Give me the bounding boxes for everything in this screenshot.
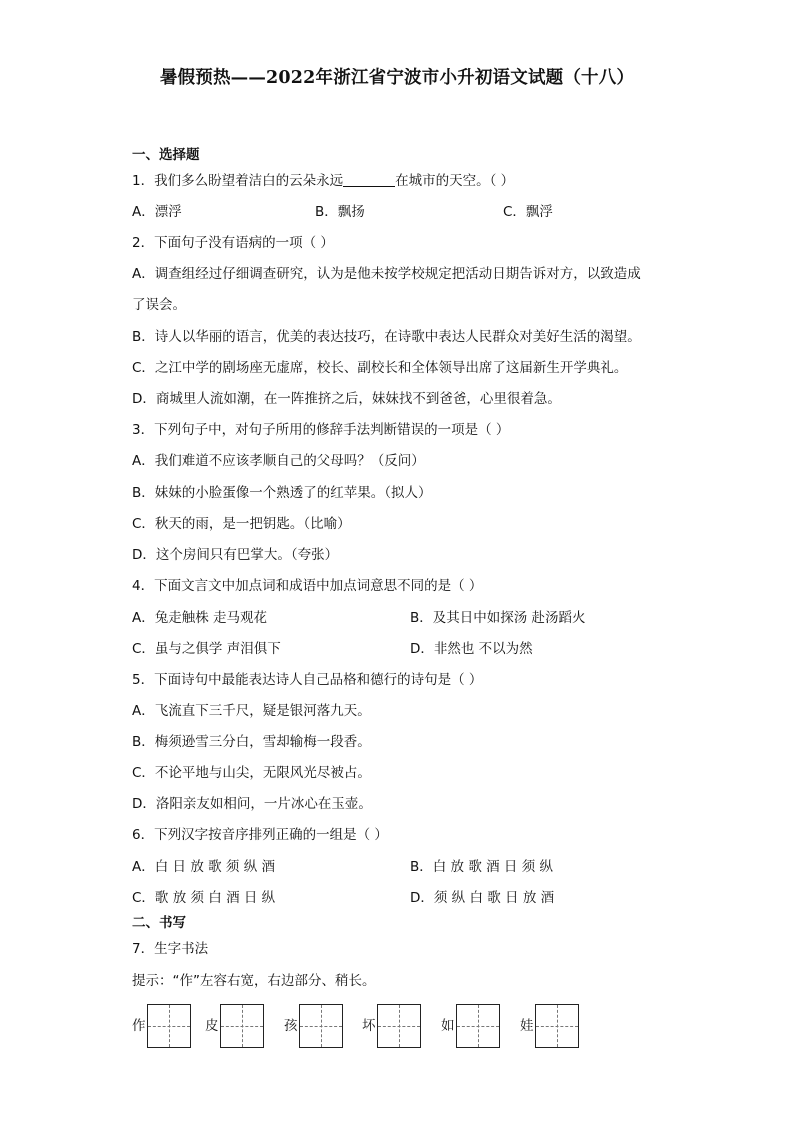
q1-stem-after: 在城市的天空。（ ）	[395, 173, 515, 189]
q1-answer-blank[interactable]	[343, 172, 395, 187]
q2-option-c[interactable]: C．之江中学的剧场座无虚席，校长、副校长和全体领导出席了这届新生开学典礼。	[132, 360, 628, 376]
question-3-stem: 3．下列句子中，对句子所用的修辞手法判断错误的一项是（ ）	[132, 422, 510, 438]
tianzi-box[interactable]	[147, 1004, 191, 1048]
q4-option-c[interactable]: C．虽与之俱学 声泪俱下	[132, 641, 281, 657]
q3-option-a[interactable]: A．我们难道不应该孝顺自己的父母吗？（反问）	[132, 453, 425, 469]
tianzi-box[interactable]	[456, 1004, 500, 1048]
q1-option-c[interactable]: C．飘浮	[503, 204, 553, 220]
q3-option-b[interactable]: B．妹妹的小脸蛋像一个熟透了的红苹果。（拟人）	[132, 485, 432, 501]
question-6-stem: 6．下列汉字按音序排列正确的一组是（ ）	[132, 827, 388, 843]
q1-option-a[interactable]: A．漂浮	[132, 204, 182, 220]
q1-stem-before: 1．我们多么盼望着洁白的云朵永远	[132, 173, 344, 189]
q2-option-b[interactable]: B．诗人以华丽的语言，优美的表达技巧，在诗歌中表达人民群众对美好生活的渴望。	[132, 329, 641, 345]
tianzi-box[interactable]	[535, 1004, 579, 1048]
q5-option-a[interactable]: A．飞流直下三千尺，疑是银河落九天。	[132, 703, 371, 719]
grid-char: 作	[132, 1018, 146, 1034]
page-title: 暑假预热——2022年浙江省宁波市小升初语文试题（十八）	[159, 68, 635, 88]
q3-option-c[interactable]: C．秋天的雨，是一把钥匙。（比喻）	[132, 516, 351, 532]
grid-char: 孩	[284, 1018, 298, 1034]
q2-option-a-line1[interactable]: A．调查组经过仔细调查研究，认为是他未按学校规定把活动日期告诉对方，以致造成	[132, 266, 641, 282]
q4-option-a[interactable]: A．兔走触株 走马观花	[132, 610, 268, 626]
question-5-stem: 5．下面诗句中最能表达诗人自己品格和德行的诗句是（ ）	[132, 672, 483, 688]
q5-option-b[interactable]: B．梅须逊雪三分白，雪却输梅一段香。	[132, 734, 371, 750]
grid-char: 娃	[520, 1018, 534, 1034]
q5-option-d[interactable]: D．洛阳亲友如相问，一片冰心在玉壶。	[132, 796, 372, 812]
tianzi-box[interactable]	[377, 1004, 421, 1048]
q2-option-d[interactable]: D．商城里人流如潮，在一阵推挤之后，妹妹找不到爸爸，心里很着急。	[132, 391, 561, 407]
q5-option-c[interactable]: C．不论平地与山尖，无限风光尽被占。	[132, 765, 371, 781]
tianzi-box[interactable]	[220, 1004, 264, 1048]
q6-option-a[interactable]: A．白 日 放 歌 须 纵 酒	[132, 859, 275, 875]
question-1-stem	[132, 172, 514, 190]
question-2-stem: 2．下面句子没有语病的一项（ ）	[132, 235, 334, 251]
q1-option-b[interactable]: B．飘扬	[315, 204, 365, 220]
section-heading-writing: 二、书写	[132, 915, 186, 931]
grid-char: 如	[441, 1018, 455, 1034]
q7-hint: 提示：“作”左容右宽，右边部分、稍长。	[132, 973, 376, 989]
q2-option-a-line2[interactable]: 了误会。	[132, 297, 186, 313]
q3-option-d[interactable]: D．这个房间只有巴掌大。（夸张）	[132, 547, 339, 563]
question-7-stem: 7．生字书法	[132, 941, 209, 957]
tianzi-box[interactable]	[299, 1004, 343, 1048]
grid-char: 坏	[362, 1018, 376, 1034]
q4-option-b[interactable]: B．及其日中如探汤 赴汤蹈火	[410, 610, 586, 626]
q6-option-b[interactable]: B．白 放 歌 酒 日 须 纵	[410, 859, 554, 875]
grid-char: 皮	[205, 1018, 219, 1034]
q4-option-d[interactable]: D．非然也 不以为然	[410, 641, 533, 657]
q6-option-c[interactable]: C．歌 放 须 白 酒 日 纵	[132, 890, 276, 906]
question-4-stem: 4．下面文言文中加点词和成语中加点词意思不同的是（ ）	[132, 578, 483, 594]
section-heading-choice: 一、选择题	[132, 147, 200, 163]
q6-option-d[interactable]: D．须 纵 白 歌 日 放 酒	[410, 890, 555, 906]
